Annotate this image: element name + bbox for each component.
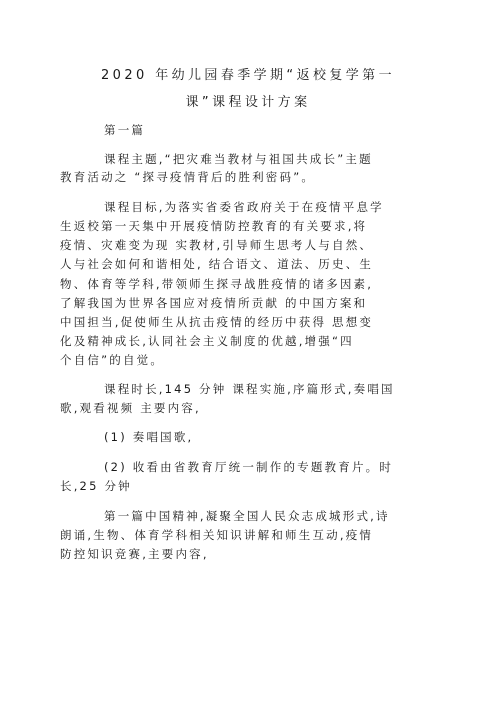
paragraph-line: 课程主题,“把灾难当教材与祖国共成长”主题 — [104, 152, 373, 166]
paragraph-line: 物、体育等学科,带领师生探寻战胜疫情的诸多因素, — [60, 277, 374, 291]
paragraph-line: 课程时长,145 分钟 课程实施,序篇形式,奏唱国 — [104, 382, 395, 396]
list-item: (1) 奏唱国歌, — [104, 430, 194, 444]
paragraph-line: 教育活动之 “探寻疫情背后的胜利密码”。 — [60, 170, 316, 184]
paragraph-line: 课程目标,为落实省委省政府关于在疫情平息学 — [104, 200, 384, 214]
paragraph-line: 个自信”的自觉。 — [60, 353, 165, 367]
paragraph-line: 防控知识竞赛,主要内容, — [60, 547, 209, 561]
paragraph-line: 歌,观看视频 主要内容, — [60, 401, 201, 415]
list-item: (2) 收看由省教育厅统一制作的专题教育片。时 — [104, 460, 394, 474]
paragraph-line: 人与社会如何和谐相处, 结合语文、道法、历史、生 — [60, 257, 374, 271]
document-title-line-1: 2020 年幼儿园春季学期“返校复学第一 — [101, 68, 395, 83]
paragraph-line: 疫情、灾难变为现 实教材,引导师生思考人与自然、 — [60, 238, 374, 252]
paragraph-line: 朗诵,生物、体育学科相关知识讲解和师生互动,疫情 — [60, 528, 374, 542]
document-title-line-2: 课”课程设计方案 — [185, 95, 311, 110]
paragraph-line: 长,25 分钟 — [60, 479, 132, 493]
paragraph-line: 中国担当,促使师生从抗击疫情的经历中获得 思想变 — [60, 315, 374, 329]
section-heading: 第一篇 — [104, 123, 146, 137]
paragraph-line: 第一篇中国精神,凝聚全国人民众志成城形式,诗 — [104, 509, 390, 523]
paragraph-line: 化及精神成长,认同社会主义制度的优越,增强“四 — [60, 334, 354, 348]
paragraph-line: 了解我国为世界各国应对疫情所贡献 的中国方案和 — [60, 296, 368, 310]
paragraph-line: 生返校第一天集中开展疫情防控教育的有关要求,将 — [60, 219, 368, 233]
